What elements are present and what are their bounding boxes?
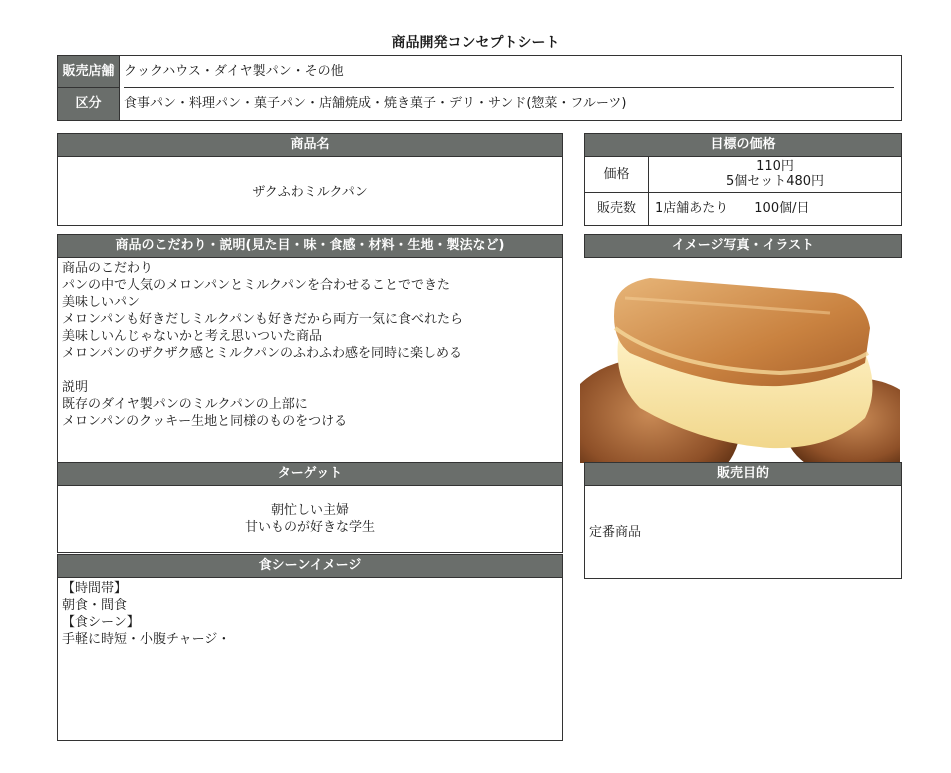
product-name: ザクふわミルクパン (252, 185, 368, 200)
concept-line: 説明 (62, 380, 89, 395)
scene-line: 【食シーン】 (62, 615, 140, 630)
concept-line (62, 362, 558, 379)
concept-line: メロンパンのクッキー生地と同様のものをつける (62, 414, 348, 429)
category-value: 食事パン・料理パン・菓子パン・店舗焼成・焼き菓子・デリ・サンド(惣菜・フルーツ) (124, 96, 627, 111)
concept-header: 商品のこだわり・説明(見た目・味・食感・材料・生地・製法など) (57, 234, 563, 258)
concept-box (57, 257, 563, 463)
store-label: 販売店舗 (58, 56, 120, 88)
concept-line: 商品のこだわり (62, 261, 154, 276)
price-header: 目標の価格 (584, 133, 902, 157)
price-table (584, 156, 902, 226)
target-line1: 朝忙しい主婦 (270, 503, 349, 518)
purpose-header: 販売目的 (584, 462, 902, 486)
page-title: 商品開発コンセプトシート (391, 35, 560, 51)
concept-line: メロンパンのザクザク感とミルクパンのふわふわ感を同時に楽しめる (62, 346, 463, 361)
product-name-header: 商品名 (57, 133, 563, 157)
price-line2: 5個セット480円 (725, 174, 825, 189)
purpose-value: 定番商品 (589, 525, 642, 540)
bread-illustration (580, 258, 900, 463)
concept-line: メロンパンも好きだしミルクパンも好きだから両方一気に食べれたら (62, 312, 464, 327)
concept-line: パンの中で人気のメロンパンとミルクパンを合わせることでできた (62, 278, 451, 293)
store-category-table (57, 55, 902, 121)
concept-line: 美味しいパン (62, 295, 141, 310)
target-line2: 甘いものが好きな学生 (244, 520, 375, 535)
product-photo (580, 258, 900, 463)
store-value: クックハウス・ダイヤ製パン・その他 (124, 56, 894, 88)
image-header: イメージ写真・イラスト (584, 234, 902, 258)
price-value (649, 157, 901, 193)
target-box (57, 485, 563, 553)
purpose-box (584, 485, 902, 579)
scene-line: 朝食・間食 (62, 598, 128, 613)
price-line1: 110円 (756, 159, 794, 174)
concept-line: 美味しいんじゃないかと考え思いついた商品 (62, 329, 323, 344)
target-header: ターゲット (57, 462, 563, 486)
scene-header: 食シーンイメージ (57, 554, 563, 578)
scene-box (57, 577, 563, 741)
sales-label: 販売数 (585, 193, 649, 225)
concept-line: 既存のダイヤ製パンのミルクパンの上部に (62, 397, 308, 412)
product-name-box (57, 156, 563, 226)
scene-line: 【時間帯】 (62, 581, 128, 596)
category-label: 区分 (58, 88, 120, 120)
price-label: 価格 (585, 157, 649, 193)
scene-line: 手軽に時短・小腹チャージ・ (62, 632, 231, 647)
sales-value: 1店舗あたり 100個/日 (655, 201, 810, 216)
